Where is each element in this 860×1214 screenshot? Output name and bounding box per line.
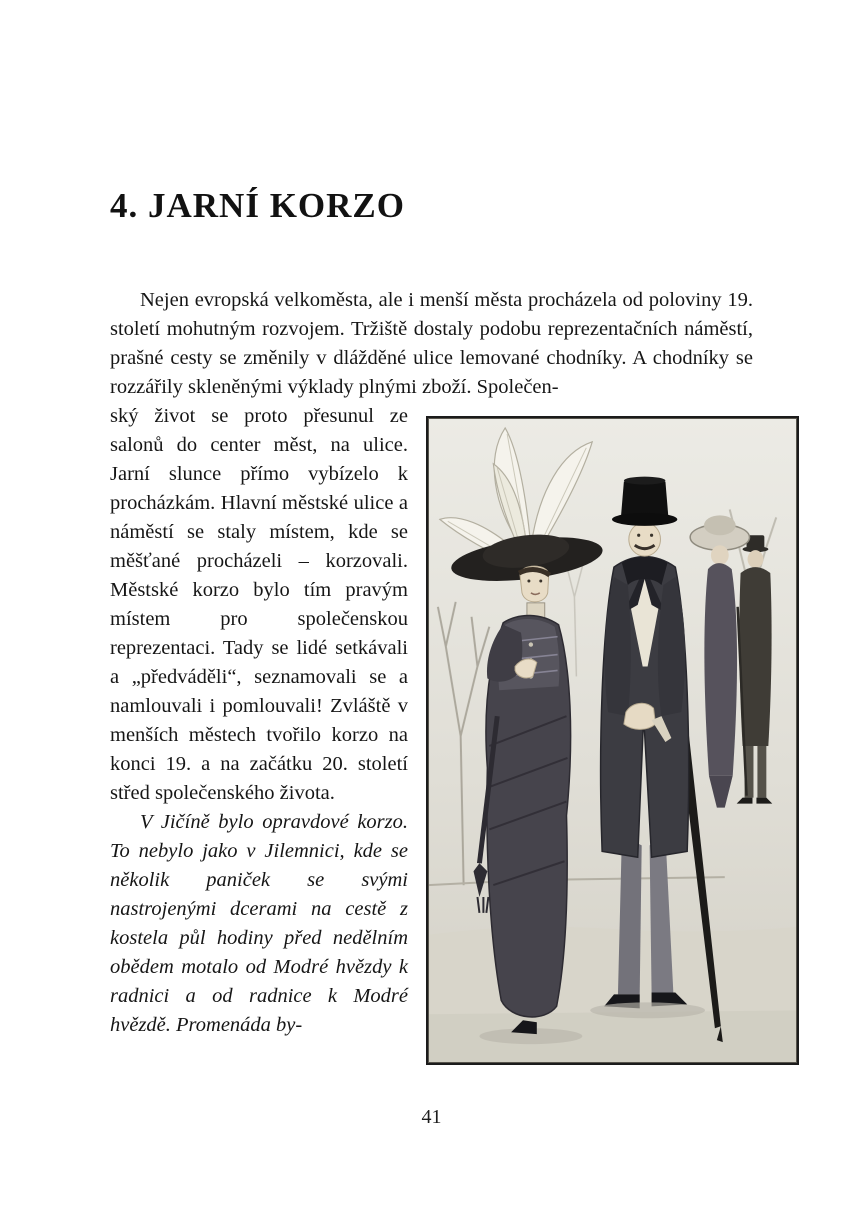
illustration-canvas	[428, 418, 797, 1063]
paragraph-intro: Nejen evropská velkoměsta, ale i menší města procházela od poloviny 19. století mohutným rozvojem. Tržiště dostaly podobu reprezentačních náměstí, prašné cesty se změnily v dlážděné ulice lemované chodníky. A chodníky se rozzářily skleněnými výklady plnými zboží. Společen-	[110, 289, 753, 398]
paragraph-continuation: ský život se proto přesunul ze salonů do center měst, na ulice. Jarní slunce přímo vybízelo k procházkám. Hlavní městské ulice a náměstí se staly místem, kde se měšťané procházeli – korzovali. Městské korzo bylo tím pravým místem pro společenskou reprezentaci. Tady se lidé setkávali a „předváděli“, seznamovali se a namlouvali i pomlouvali! Zvláště v menších městech tvořilo korzo na konci 19. a na začátku 20. století střed společenského života.	[110, 405, 408, 804]
chapter-title: 4. JARNÍ KORZO	[110, 186, 405, 225]
vintage-fashion-couple-illustration	[426, 416, 799, 1065]
page-number: 41	[421, 1106, 442, 1128]
body-text	[110, 286, 753, 1075]
paragraph-jicin-memoir: V Jičíně bylo opravdové korzo. To nebylo jako v Jilemnici, kde se několik paniček se svými nastrojenými dcerami na cestě z kostela půl hodiny před nedělním obědem motalo od Modré hvězdy k radnici a od radnice k Modré hvězdě. Promenáda by-	[110, 811, 408, 1036]
